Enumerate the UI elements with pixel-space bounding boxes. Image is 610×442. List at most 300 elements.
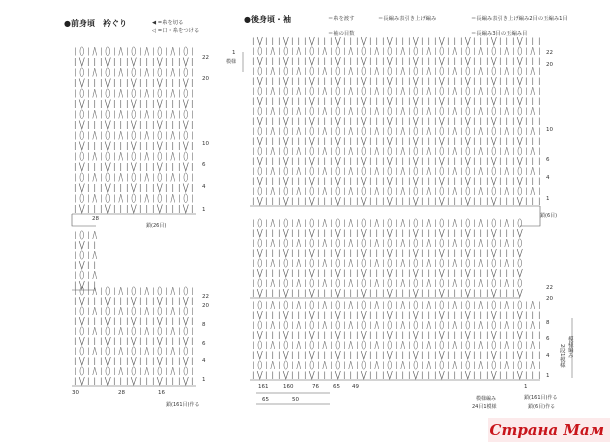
back-lower-block-v-stitch <box>375 361 379 369</box>
back-upper-block-v-stitch <box>453 187 457 195</box>
back-lower-block-v-stitch <box>479 301 483 309</box>
back-lower-block-bobble-stitch <box>310 341 314 349</box>
back-lower-block-bobble-stitch <box>284 321 288 329</box>
back-upper-block-v-stitch <box>505 87 509 95</box>
front-upper-block-bobble-stitch <box>106 173 110 182</box>
back-lower-block-fan-stitch <box>413 371 418 379</box>
back-lower-block-v-stitch <box>427 321 431 329</box>
back-lower-block-bobble-stitch <box>336 361 340 369</box>
back-upper-block-bobble-stitch <box>466 167 470 175</box>
back-upper-block-fan-stitch <box>517 57 522 65</box>
back-side-label-text: 模様 <box>226 59 237 65</box>
back-upper-block-v-stitch <box>271 167 275 175</box>
back-right-row-20: 20 <box>546 296 553 302</box>
back-upper-block-fan-stitch <box>335 117 340 125</box>
back-upper-block-v-stitch <box>531 127 535 135</box>
back-lower-block-v-stitch <box>479 361 483 369</box>
back-upper-block-fan-stitch <box>413 97 418 105</box>
back-legend-fpdc: ＝長編み表引き上げ編み <box>378 16 437 22</box>
back-sleeve-block-v-stitch <box>323 239 327 247</box>
front-col-16: 16 <box>158 390 165 396</box>
back-sleeve-block-fan-stitch <box>517 229 522 237</box>
back-upper-block-fan-stitch <box>439 57 444 65</box>
back-upper-block-bobble-stitch <box>414 147 418 155</box>
back-lower-block-bobble-stitch <box>388 361 392 369</box>
back-sleeve-block-bobble-stitch <box>414 219 418 227</box>
back-upper-block-v-stitch <box>479 187 483 195</box>
front-upper-block-bobble-stitch <box>184 131 188 140</box>
back-sleeve-block-v-stitch <box>479 239 483 247</box>
back-upper-block-v-stitch <box>479 147 483 155</box>
back-upper-block-bobble-stitch <box>362 47 366 55</box>
front-lower-block-v-stitch <box>119 287 123 295</box>
front-upper-block-v-stitch <box>119 89 123 98</box>
back-sleeve-block-bobble-stitch <box>284 279 288 287</box>
front-lower-block-fan-stitch <box>79 377 84 385</box>
front-upper-block-bobble-stitch <box>158 68 162 77</box>
back-upper-block-bobble-stitch <box>336 107 340 115</box>
back-upper-block-v-stitch <box>349 147 353 155</box>
front-upper-block-v-stitch <box>93 110 97 119</box>
back-sleeve-block-v-stitch <box>401 259 405 267</box>
back-sleeve-block-v-stitch <box>427 219 431 227</box>
back-upper-block-v-stitch <box>479 47 483 55</box>
back-upper-block-v-stitch <box>453 167 457 175</box>
back-upper-block-bobble-stitch <box>466 107 470 115</box>
front-lower-block-fan-stitch <box>157 297 162 305</box>
back-upper-block-bobble-stitch <box>284 147 288 155</box>
back-sleeve-block-v-stitch <box>349 239 353 247</box>
back-sleeve-block-fan-stitch <box>257 249 262 257</box>
back-lower-block-fan-stitch <box>257 311 262 319</box>
back-sleeve-block-fan-stitch <box>309 289 314 297</box>
back-upper-block-bobble-stitch <box>258 167 262 175</box>
back-sleeve-block-bobble-stitch <box>440 239 444 247</box>
back-sleeve-block-fan-stitch <box>491 269 496 277</box>
back-upper-block-v-stitch <box>453 107 457 115</box>
back-upper-block-v-stitch <box>271 47 275 55</box>
back-upper-block-bobble-stitch <box>440 67 444 75</box>
back-lower-block-v-stitch <box>427 361 431 369</box>
front-upper-block-fan-stitch <box>105 142 110 151</box>
back-lower-block-v-stitch <box>271 301 275 309</box>
back-col-160: 160 <box>283 384 294 390</box>
back-sleeve-block-v-stitch <box>401 219 405 227</box>
front-lower-block-bobble-stitch <box>158 347 162 355</box>
front-col-28: 28 <box>118 390 125 396</box>
front-upper-block-bobble-stitch <box>184 89 188 98</box>
back-sleeve-block-v-stitch <box>297 219 301 227</box>
front-neck-chain: 鎖(26目) <box>146 223 167 229</box>
back-upper-block-fan-stitch <box>283 97 288 105</box>
back-upper-block-fan-stitch <box>335 137 340 145</box>
back-upper-block-fan-stitch <box>413 157 418 165</box>
front-legend-cut: ◀ =糸を切る <box>152 20 184 26</box>
back-lower-block-fan-stitch <box>439 351 444 359</box>
watermark-logo: Страна Мам <box>489 421 604 439</box>
back-upper-block-v-stitch <box>401 87 405 95</box>
front-lower-block-fan-stitch <box>131 317 136 325</box>
back-upper-block-v-stitch <box>531 167 535 175</box>
back-upper-block-v-stitch <box>349 127 353 135</box>
back-lower-block-v-stitch <box>349 301 353 309</box>
front-upper-block-v-stitch <box>171 47 175 56</box>
back-sleeve-block-bobble-stitch <box>284 259 288 267</box>
back-lower-block-fan-stitch <box>283 351 288 359</box>
back-col-1: 1 <box>524 384 528 390</box>
back-upper-block-bobble-stitch <box>336 67 340 75</box>
back-upper-block-fan-stitch <box>335 77 340 85</box>
back-upper-block-fan-stitch <box>335 97 340 105</box>
front-lower-block-v-stitch <box>93 347 97 355</box>
back-lower-block-v-stitch <box>375 301 379 309</box>
back-sleeve-block-bobble-stitch <box>440 219 444 227</box>
back-upper-block-bobble-stitch <box>518 47 522 55</box>
back-legend-fpdc2tog: ＝長編み表引き上げ編み2目の玉編み1目 <box>471 16 568 22</box>
back-upper-block-fan-stitch <box>361 97 366 105</box>
front-upper-block-v-stitch <box>145 152 149 161</box>
back-upper-block-bobble-stitch <box>414 47 418 55</box>
back-lower-block-bobble-stitch <box>492 321 496 329</box>
back-row-22: 22 <box>546 50 553 56</box>
back-lower-block-fan-stitch <box>335 351 340 359</box>
back-sleeve-block-bobble-stitch <box>492 259 496 267</box>
back-row-1: 1 <box>546 196 550 202</box>
back-upper-block-fan-stitch <box>413 57 418 65</box>
front-upper-block-fan-stitch <box>183 184 188 193</box>
back-sleeve-block-v-stitch <box>505 259 509 267</box>
back-sleeve-foundation: 鎖(6目)作る <box>528 404 556 410</box>
back-upper-block-v-stitch <box>427 87 431 95</box>
back-lower-block-bobble-stitch <box>362 321 366 329</box>
back-upper-block-fan-stitch <box>361 137 366 145</box>
back-upper-block-fan-stitch <box>361 117 366 125</box>
front-lower-block-bobble-stitch <box>184 347 188 355</box>
back-upper-block-fan-stitch <box>283 37 288 45</box>
front-upper-block-bobble-stitch <box>184 68 188 77</box>
back-sleeve-step <box>520 206 540 226</box>
back-sleeve-block-fan-stitch <box>283 289 288 297</box>
back-lower-block-bobble-stitch <box>518 341 522 349</box>
back-upper-block-fan-stitch <box>257 157 262 165</box>
back-upper-block-fan-stitch <box>361 197 366 205</box>
back-lower-block-v-stitch <box>427 341 431 349</box>
back-lower-block-fan-stitch <box>361 351 366 359</box>
back-sleeve-block-fan-stitch <box>387 269 392 277</box>
back-lower-block-fan-stitch <box>335 371 340 379</box>
back-lower-block-v-stitch <box>505 301 509 309</box>
back-sleeve-block-fan-stitch <box>465 229 470 237</box>
back-upper-block-fan-stitch <box>257 117 262 125</box>
front-lower-block-fan-stitch <box>131 337 136 345</box>
back-upper-block-fan-stitch <box>335 197 340 205</box>
front-lower-block-v-stitch <box>171 347 175 355</box>
back-side-label-num: 1 <box>232 50 236 56</box>
front-upper-block-fan-stitch <box>105 163 110 172</box>
front-upper-block-v-stitch <box>145 47 149 56</box>
back-upper-block-v-stitch <box>505 127 509 135</box>
back-upper-block-fan-stitch <box>309 57 314 65</box>
back-upper-block-v-stitch <box>323 87 327 95</box>
back-lower-block-bobble-stitch <box>284 301 288 309</box>
back-sleeve-block-bobble-stitch <box>414 239 418 247</box>
back-upper-block-bobble-stitch <box>310 187 314 195</box>
back-upper-block-fan-stitch <box>465 37 470 45</box>
back-lower-block-fan-stitch <box>517 331 522 339</box>
back-sleeve-block-fan-stitch <box>491 289 496 297</box>
back-pattern-repeat: 24目1模様 <box>472 404 497 410</box>
back-upper-block-fan-stitch <box>439 117 444 125</box>
back-upper-block-v-stitch <box>505 147 509 155</box>
front-row-20: 20 <box>202 76 209 82</box>
back-lower-block-fan-stitch <box>413 311 418 319</box>
back-sleeve-block-v-stitch <box>349 279 353 287</box>
front-lower-block-fan-stitch <box>105 317 110 325</box>
front-lower-block-bobble-stitch <box>132 327 136 335</box>
back-sleeve-block-fan-stitch <box>491 249 496 257</box>
back-upper-block-fan-stitch <box>257 37 262 45</box>
back-sleeve-block-fan-stitch <box>517 289 522 297</box>
back-upper-block-bobble-stitch <box>492 167 496 175</box>
back-lower-block-v-stitch <box>323 361 327 369</box>
back-upper-block-v-stitch <box>297 167 301 175</box>
back-row-10: 10 <box>546 127 553 133</box>
back-lower-block-fan-stitch <box>387 371 392 379</box>
back-lower-block-v-stitch <box>401 361 405 369</box>
back-sleeve-block-fan-stitch <box>257 269 262 277</box>
back-upper-block-v-stitch <box>375 87 379 95</box>
back-upper-block-fan-stitch <box>361 157 366 165</box>
back-col-65: 65 <box>333 384 340 390</box>
back-upper-block-fan-stitch <box>283 117 288 125</box>
front-upper-block-bobble-stitch <box>132 89 136 98</box>
back-sleeve-block-fan-stitch <box>387 249 392 257</box>
front-upper-block-bobble-stitch <box>80 110 84 119</box>
back-upper-block-v-stitch <box>531 147 535 155</box>
front-lower-block-fan-stitch <box>183 377 188 385</box>
back-upper-block-v-stitch <box>453 87 457 95</box>
back-sleeve-block-v-stitch <box>271 239 275 247</box>
back-sleeve-block-fan-stitch <box>413 249 418 257</box>
front-neck-strap-bobble-stitch <box>80 271 84 279</box>
back-sleeve-block-bobble-stitch <box>466 279 470 287</box>
back-sleeve-block-fan-stitch <box>517 249 522 257</box>
front-upper-block-bobble-stitch <box>132 131 136 140</box>
back-lower-block-fan-stitch <box>517 351 522 359</box>
back-sleeve-block-bobble-stitch <box>440 259 444 267</box>
back-sleeve-block-v-stitch <box>271 259 275 267</box>
back-upper-block-v-stitch <box>375 167 379 175</box>
back-lower-block-bobble-stitch <box>466 301 470 309</box>
front-lower-block-fan-stitch <box>183 357 188 365</box>
back-upper-block-fan-stitch <box>517 77 522 85</box>
front-upper-block-bobble-stitch <box>184 194 188 203</box>
front-upper-block-bobble-stitch <box>106 89 110 98</box>
back-lower-block-fan-stitch <box>335 311 340 319</box>
back-upper-block-bobble-stitch <box>388 107 392 115</box>
back-sleeve-block-v-stitch <box>349 219 353 227</box>
back-upper-block-bobble-stitch <box>518 147 522 155</box>
front-neck-strap-bobble-stitch <box>80 251 84 259</box>
back-upper-block-bobble-stitch <box>258 147 262 155</box>
back-upper-block-fan-stitch <box>517 117 522 125</box>
back-upper-block-fan-stitch <box>491 77 496 85</box>
back-upper-block-fan-stitch <box>257 177 262 185</box>
back-upper-block-bobble-stitch <box>336 147 340 155</box>
back-lower-block-v-stitch <box>479 321 483 329</box>
back-upper-block-fan-stitch <box>309 117 314 125</box>
back-lower-block-v-stitch <box>349 361 353 369</box>
back-lower-block-bobble-stitch <box>388 301 392 309</box>
back-sleeve-block-fan-stitch <box>413 269 418 277</box>
front-lower-block-v-stitch <box>93 367 97 375</box>
back-upper-block-fan-stitch <box>309 157 314 165</box>
front-upper-block-bobble-stitch <box>106 194 110 203</box>
back-upper-block-fan-stitch <box>465 137 470 145</box>
front-row-1: 1 <box>202 207 206 213</box>
back-upper-block-fan-stitch <box>465 197 470 205</box>
back-sleeve-block-fan-stitch <box>439 249 444 257</box>
front-upper-block-bobble-stitch <box>106 68 110 77</box>
back-upper-block-fan-stitch <box>491 197 496 205</box>
front-upper-block-fan-stitch <box>105 121 110 130</box>
back-upper-block-fan-stitch <box>361 57 366 65</box>
front-lower-block-v-stitch <box>171 287 175 295</box>
back-sleeve-block-v-stitch <box>479 259 483 267</box>
front-upper-block-bobble-stitch <box>132 47 136 56</box>
back-sleeve-block-fan-stitch <box>257 229 262 237</box>
back-upper-block-bobble-stitch <box>492 147 496 155</box>
back-lower-block-bobble-stitch <box>492 361 496 369</box>
back-upper-block-bobble-stitch <box>518 187 522 195</box>
front-upper-block-fan-stitch <box>183 163 188 172</box>
back-upper-block-bobble-stitch <box>466 67 470 75</box>
back-sleeve-block-fan-stitch <box>309 229 314 237</box>
front-lower-block-v-stitch <box>119 347 123 355</box>
back-lower-block-bobble-stitch <box>362 361 366 369</box>
back-sleeve-block-fan-stitch <box>439 229 444 237</box>
back-sleeve-block-fan-stitch <box>439 289 444 297</box>
front-upper-block-fan-stitch <box>157 100 162 109</box>
back-upper-block-v-stitch <box>453 147 457 155</box>
back-upper-block-fan-stitch <box>283 197 288 205</box>
back-upper-block-bobble-stitch <box>518 167 522 175</box>
back-sleeve-block-fan-stitch <box>387 229 392 237</box>
back-lower-block-fan-stitch <box>491 331 496 339</box>
back-upper-block-bobble-stitch <box>388 127 392 135</box>
back-upper-block-fan-stitch <box>517 137 522 145</box>
front-lower-block-fan-stitch <box>157 337 162 345</box>
front-upper-block-fan-stitch <box>157 163 162 172</box>
front-lower-block-fan-stitch <box>183 337 188 345</box>
back-sleeve-block-v-stitch <box>427 279 431 287</box>
back-right-row-4: 4 <box>546 353 550 359</box>
back-upper-block-fan-stitch <box>491 37 496 45</box>
front-upper-block-fan-stitch <box>183 142 188 151</box>
back-lower-block-fan-stitch <box>491 311 496 319</box>
back-sleeve-block-bobble-stitch <box>336 239 340 247</box>
back-upper-block-v-stitch <box>479 167 483 175</box>
back-sleeve-block-v-stitch <box>297 279 301 287</box>
front-lower-block-v-stitch <box>93 307 97 315</box>
front-lower-block-fan-stitch <box>157 317 162 325</box>
back-upper-block-fan-stitch <box>413 177 418 185</box>
front-lower-block-fan-stitch <box>157 357 162 365</box>
back-sleeve-block-bobble-stitch <box>414 259 418 267</box>
back-upper-block-v-stitch <box>401 147 405 155</box>
front-upper-block-fan-stitch <box>131 100 136 109</box>
back-upper-block-bobble-stitch <box>284 127 288 135</box>
front-upper-block-fan-stitch <box>183 121 188 130</box>
back-upper-block-v-stitch <box>427 47 431 55</box>
back-sleeve-block-v-stitch <box>453 259 457 267</box>
back-sleeve-block-bobble-stitch <box>284 219 288 227</box>
back-sleeve-block-v-stitch <box>401 279 405 287</box>
back-upper-block-v-stitch <box>349 87 353 95</box>
back-sleeve-block-v-stitch <box>453 239 457 247</box>
back-sleeve-block-fan-stitch <box>335 269 340 277</box>
back-upper-block-bobble-stitch <box>518 67 522 75</box>
front-lower-block-bobble-stitch <box>158 367 162 375</box>
back-upper-block-v-stitch <box>531 107 535 115</box>
back-upper-block-fan-stitch <box>361 77 366 85</box>
front-upper-block-v-stitch <box>119 110 123 119</box>
front-upper-block-v-stitch <box>119 131 123 140</box>
back-sleeve-chain: 鎖(6目) <box>540 213 558 219</box>
back-upper-block-bobble-stitch <box>310 167 314 175</box>
back-upper-block-fan-stitch <box>465 97 470 105</box>
back-lower-block-v-stitch <box>323 301 327 309</box>
back-upper-block-bobble-stitch <box>258 67 262 75</box>
back-lower-block-v-stitch <box>401 321 405 329</box>
front-upper-block-bobble-stitch <box>106 131 110 140</box>
back-upper-block-fan-stitch <box>309 37 314 45</box>
front-upper-block-fan-stitch <box>157 142 162 151</box>
back-upper-block-v-stitch <box>297 87 301 95</box>
back-upper-block-fan-stitch <box>257 57 262 65</box>
front-upper-block-v-stitch <box>119 173 123 182</box>
back-sleeve-block-v-stitch <box>297 239 301 247</box>
front-upper-block-fan-stitch <box>79 121 84 130</box>
back-upper-block-v-stitch <box>349 107 353 115</box>
back-upper-block-bobble-stitch <box>284 107 288 115</box>
back-lower-block-fan-stitch <box>387 311 392 319</box>
back-lower-block-fan-stitch <box>465 371 470 379</box>
front-lower-row-4: 4 <box>202 358 206 364</box>
back-sleeve-block-bobble-stitch <box>362 219 366 227</box>
back-upper-block-v-stitch <box>323 107 327 115</box>
front-upper-block-fan-stitch <box>157 205 162 214</box>
back-upper-block-v-stitch <box>271 87 275 95</box>
front-upper-block-bobble-stitch <box>158 47 162 56</box>
back-lower-block-v-stitch <box>375 341 379 349</box>
back-upper-block-bobble-stitch <box>440 127 444 135</box>
back-upper-block-bobble-stitch <box>440 107 444 115</box>
front-upper-block-fan-stitch <box>105 79 110 88</box>
back-lower-block-bobble-stitch <box>518 301 522 309</box>
back-sleeve-block-bobble-stitch <box>336 259 340 267</box>
back-sleeve-block-fan-stitch <box>283 249 288 257</box>
back-upper-block-v-stitch <box>349 47 353 55</box>
back-sleeve-block-fan-stitch <box>361 269 366 277</box>
front-lower-block-v-stitch <box>145 347 149 355</box>
front-title: ●前身頃 衿ぐり <box>64 19 127 28</box>
back-upper-block-fan-stitch <box>465 117 470 125</box>
back-lower-block-bobble-stitch <box>440 301 444 309</box>
back-sleeve-block-fan-stitch <box>361 289 366 297</box>
back-upper-block-fan-stitch <box>517 197 522 205</box>
front-lower-block-bobble-stitch <box>158 307 162 315</box>
